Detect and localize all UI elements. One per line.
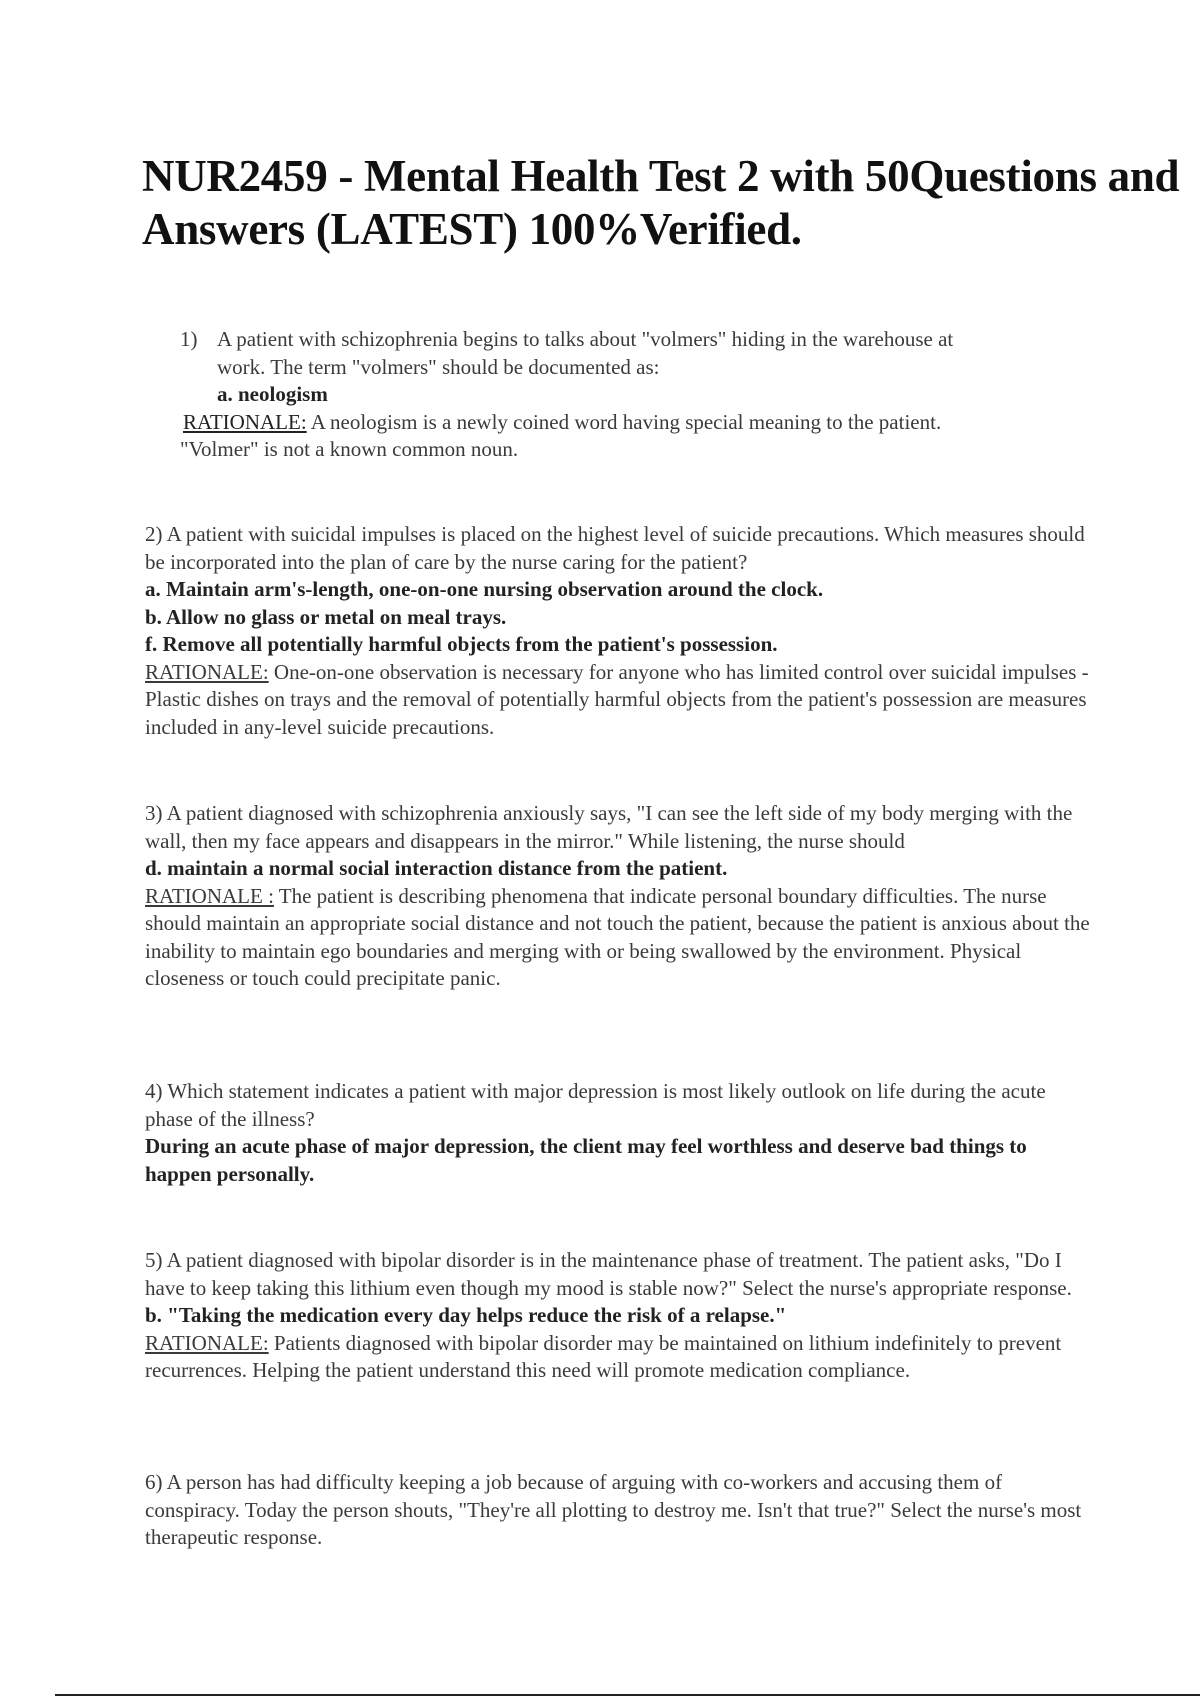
question-stem: 3) A patient diagnosed with schizophrenia anxiously says, "I can see the left side of my body merging with the wall, then my face appears and disappears in the mirror." While listening, the nurse should: [145, 801, 1073, 853]
rationale-label: RATIONALE:: [145, 1330, 269, 1355]
rationale-text: One-on-one observation is necessary for anyone who has limited control over suicidal impulses - Plastic dishes on trays and the removal of potentially harmful objects from the patient's possession are measures included in any-level suicide precautions.: [145, 659, 1089, 739]
question-stem: 6) A person has had difficulty keeping a job because of arguing with co-workers and accusing them of conspiracy. Today the person shouts, "They're all plotting to destroy me. Isn't that true?" Select the nurse's most therapeutic response.: [145, 1470, 1082, 1549]
rationale-label: RATIONALE :: [145, 883, 274, 908]
rationale: [145, 1330, 1095, 1385]
rationale-label: RATIONALE:: [145, 659, 269, 684]
rationale: [145, 883, 1095, 993]
rationale-text: Patients diagnosed with bipolar disorder may be maintained on lithium indefinitely to prevent recurrences. Helping the patient understand this need will promote medication compliance.: [145, 1330, 1062, 1382]
rationale: [183, 409, 1080, 437]
answer: During an acute phase of major depression, the client may feel worthless and deserve bad things to happen personally.: [145, 1134, 1027, 1186]
document-title: NUR2459 - Mental Health Test 2 with 50Questions and Answers (LATEST) 100%Verified.: [142, 151, 1180, 254]
question-3: [145, 800, 1095, 993]
question-stem: work. The term "volmers" should be documented as:: [217, 354, 660, 379]
rationale-text: A neologism is a newly coined word having special meaning to the patient.: [306, 409, 942, 434]
answer: b. Allow no glass or metal on meal trays.: [145, 604, 507, 629]
answer: f. Remove all potentially harmful objects from the patient's possession.: [145, 632, 778, 656]
question-stem: 4) Which statement indicates a patient with major depression is most likely outlook on life during the acute phase of the illness?: [145, 1079, 1046, 1131]
answer: a. Maintain arm's-length, one-on-one nursing observation around the clock.: [145, 577, 824, 601]
question-stem: 2) A patient with suicidal impulses is placed on the highest level of suicide precautions. Which measures should be incorporated into the plan of care by the nurse caring for the patient?: [145, 522, 1085, 574]
rationale-label: RATIONALE:: [183, 409, 307, 434]
question-4: [145, 1078, 1095, 1188]
question-stem: 5) A patient diagnosed with bipolar disorder is in the maintenance phase of treatment. The patient asks, "Do I have to keep taking this lithium even though my mood is stable now?" Select the nurse's appropriate response.: [145, 1248, 1072, 1300]
answer: a. neologism: [217, 382, 328, 406]
rationale-text: "Volmer" is not a known common noun.: [180, 437, 519, 461]
question-number: 1): [180, 327, 198, 351]
footer-divider: [55, 1694, 1200, 1696]
question-1: [180, 326, 1080, 464]
question-5: [145, 1247, 1095, 1385]
question-2: [145, 521, 1095, 741]
rationale-text: The patient is describing phenomena that indicate personal boundary difficulties. The nurse should maintain an appropriate social distance and not touch the patient, because the patient is anxious about the inability to maintain ego boundaries and merging with or being swallowed by the environment. Physical closeness or touch could precipitate panic.: [145, 883, 1090, 990]
answer: d. maintain a normal social interaction distance from the patient.: [145, 856, 728, 880]
question-6: [145, 1469, 1095, 1552]
rationale: [145, 659, 1095, 742]
answer: b. "Taking the medication every day helps reduce the risk of a relapse.": [145, 1303, 787, 1327]
question-stem: A patient with schizophrenia begins to talks about "volmers" hiding in the warehouse at: [217, 327, 954, 351]
